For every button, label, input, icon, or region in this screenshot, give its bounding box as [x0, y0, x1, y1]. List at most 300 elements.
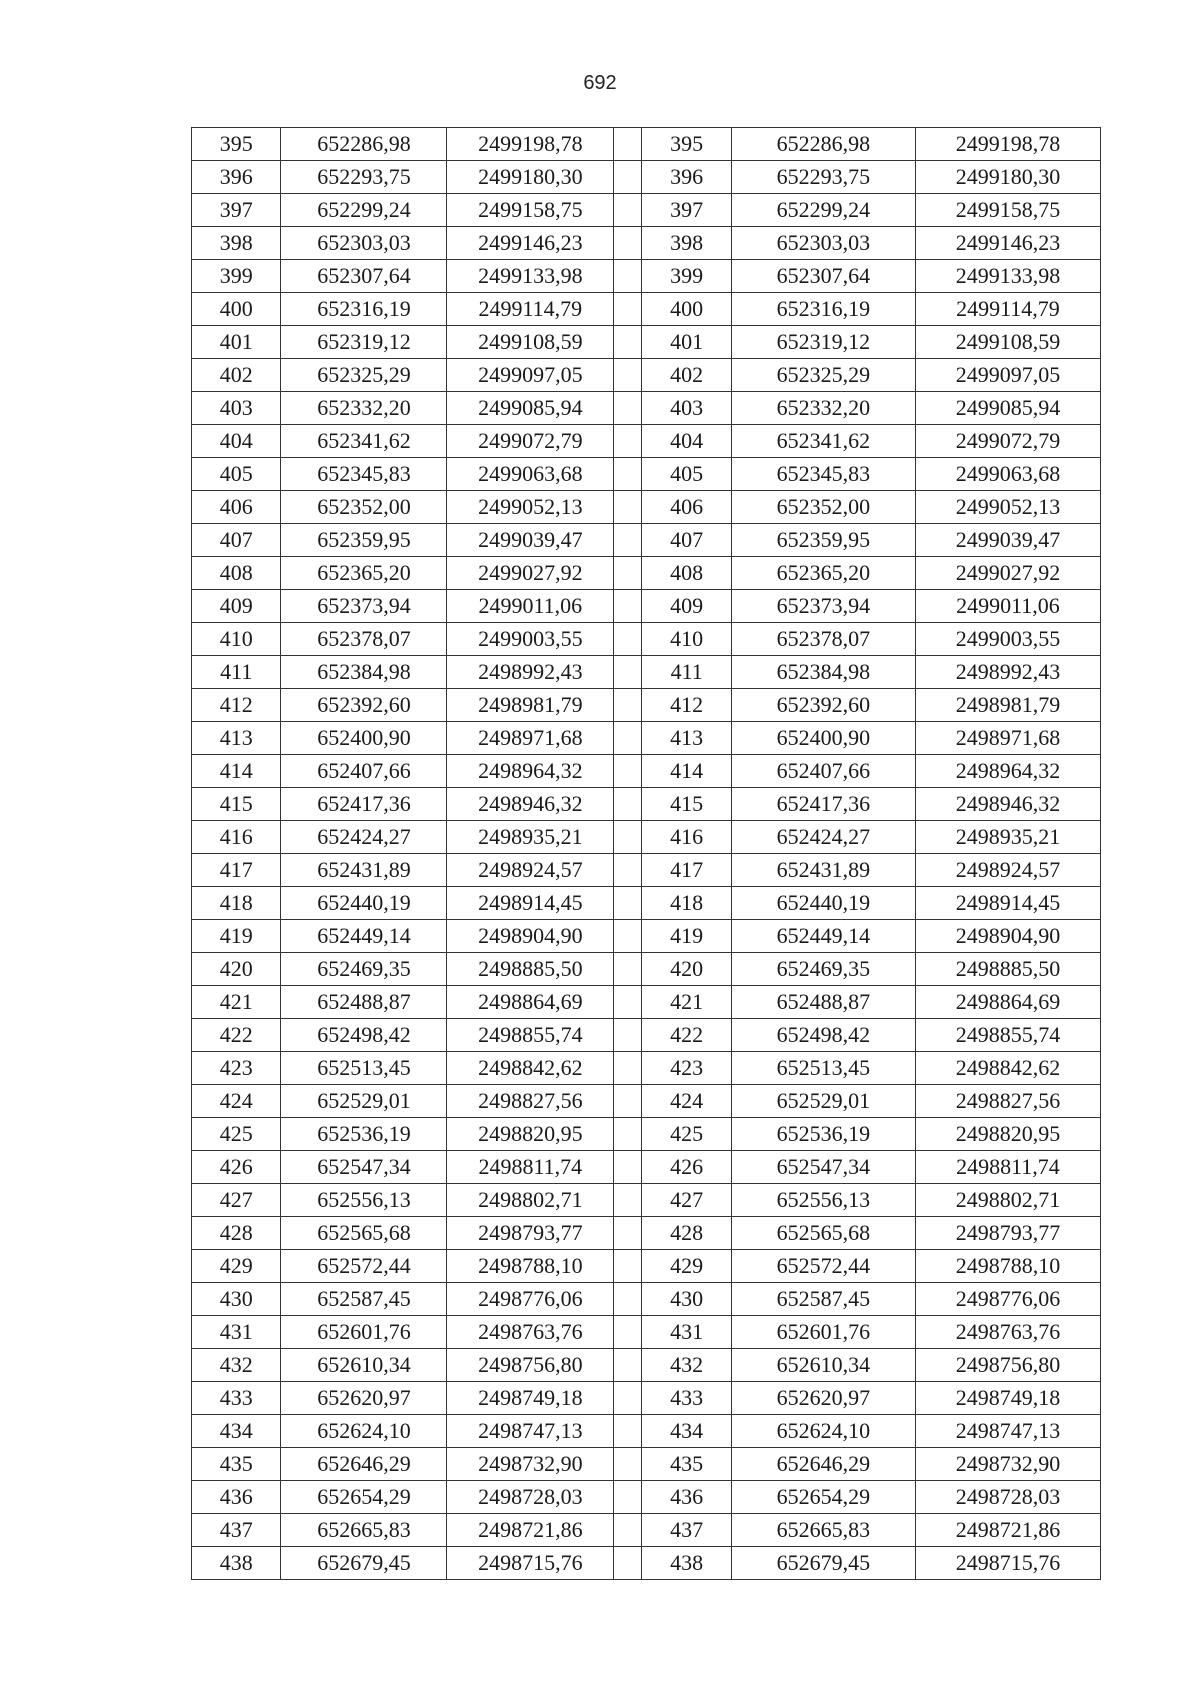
table-row [192, 359, 1101, 392]
empty-separator-cell [614, 326, 642, 359]
y-coordinate-cell: 2498864,69 [447, 986, 614, 1019]
y-coordinate-cell: 2498855,74 [447, 1019, 614, 1052]
x-coordinate-cell: 652620,97 [281, 1382, 447, 1415]
empty-separator-cell [614, 458, 642, 491]
y-coordinate-cell: 2499085,94 [915, 392, 1100, 425]
point-number-cell: 433 [642, 1382, 731, 1415]
y-coordinate-cell: 2498914,45 [915, 887, 1100, 920]
point-number-cell: 409 [642, 590, 731, 623]
y-coordinate-cell: 2499085,94 [447, 392, 614, 425]
x-coordinate-cell: 652307,64 [281, 260, 447, 293]
x-coordinate-cell: 652565,68 [731, 1217, 915, 1250]
y-coordinate-cell: 2499072,79 [447, 425, 614, 458]
point-number-cell: 424 [642, 1085, 731, 1118]
point-number-cell: 431 [192, 1316, 281, 1349]
x-coordinate-cell: 652307,64 [731, 260, 915, 293]
table-row [192, 1184, 1101, 1217]
point-number-cell: 437 [642, 1514, 731, 1547]
y-coordinate-cell: 2499039,47 [447, 524, 614, 557]
x-coordinate-cell: 652547,34 [731, 1151, 915, 1184]
point-number-cell: 398 [642, 227, 731, 260]
y-coordinate-cell: 2499011,06 [915, 590, 1100, 623]
point-number-cell: 436 [192, 1481, 281, 1514]
point-number-cell: 397 [192, 194, 281, 227]
table-row [192, 260, 1101, 293]
x-coordinate-cell: 652299,24 [731, 194, 915, 227]
point-number-cell: 430 [192, 1283, 281, 1316]
x-coordinate-cell: 652469,35 [281, 953, 447, 986]
y-coordinate-cell: 2499063,68 [915, 458, 1100, 491]
table-row [192, 1118, 1101, 1151]
y-coordinate-cell: 2498747,13 [915, 1415, 1100, 1448]
x-coordinate-cell: 652440,19 [281, 887, 447, 920]
x-coordinate-cell: 652679,45 [731, 1547, 915, 1580]
point-number-cell: 416 [192, 821, 281, 854]
y-coordinate-cell: 2499003,55 [915, 623, 1100, 656]
y-coordinate-cell: 2499198,78 [447, 128, 614, 161]
y-coordinate-cell: 2498749,18 [915, 1382, 1100, 1415]
point-number-cell: 411 [192, 656, 281, 689]
empty-separator-cell [614, 1118, 642, 1151]
y-coordinate-cell: 2498793,77 [915, 1217, 1100, 1250]
point-number-cell: 423 [192, 1052, 281, 1085]
y-coordinate-cell: 2498820,95 [447, 1118, 614, 1151]
point-number-cell: 400 [642, 293, 731, 326]
y-coordinate-cell: 2498721,86 [447, 1514, 614, 1547]
x-coordinate-cell: 652365,20 [731, 557, 915, 590]
x-coordinate-cell: 652384,98 [731, 656, 915, 689]
empty-separator-cell [614, 161, 642, 194]
table-row [192, 1415, 1101, 1448]
point-number-cell: 396 [192, 161, 281, 194]
point-number-cell: 413 [192, 722, 281, 755]
x-coordinate-cell: 652587,45 [281, 1283, 447, 1316]
empty-separator-cell [614, 524, 642, 557]
y-coordinate-cell: 2498842,62 [447, 1052, 614, 1085]
y-coordinate-cell: 2498924,57 [915, 854, 1100, 887]
empty-separator-cell [614, 1184, 642, 1217]
point-number-cell: 404 [192, 425, 281, 458]
y-coordinate-cell: 2499146,23 [915, 227, 1100, 260]
table-row [192, 194, 1101, 227]
x-coordinate-cell: 652572,44 [281, 1250, 447, 1283]
empty-separator-cell [614, 1283, 642, 1316]
y-coordinate-cell: 2499052,13 [447, 491, 614, 524]
point-number-cell: 418 [642, 887, 731, 920]
empty-separator-cell [614, 1085, 642, 1118]
x-coordinate-cell: 652319,12 [281, 326, 447, 359]
x-coordinate-cell: 652325,29 [281, 359, 447, 392]
x-coordinate-cell: 652547,34 [281, 1151, 447, 1184]
table-row [192, 425, 1101, 458]
y-coordinate-cell: 2498924,57 [447, 854, 614, 887]
empty-separator-cell [614, 1250, 642, 1283]
x-coordinate-cell: 652407,66 [731, 755, 915, 788]
point-number-cell: 424 [192, 1085, 281, 1118]
empty-separator-cell [614, 1217, 642, 1250]
empty-separator-cell [614, 392, 642, 425]
x-coordinate-cell: 652373,94 [731, 590, 915, 623]
point-number-cell: 399 [192, 260, 281, 293]
table-row [192, 755, 1101, 788]
point-number-cell: 437 [192, 1514, 281, 1547]
empty-separator-cell [614, 590, 642, 623]
y-coordinate-cell: 2498715,76 [915, 1547, 1100, 1580]
x-coordinate-cell: 652303,03 [281, 227, 447, 260]
y-coordinate-cell: 2499114,79 [915, 293, 1100, 326]
point-number-cell: 420 [642, 953, 731, 986]
point-number-cell: 403 [192, 392, 281, 425]
empty-separator-cell [614, 986, 642, 1019]
x-coordinate-cell: 652345,83 [731, 458, 915, 491]
point-number-cell: 431 [642, 1316, 731, 1349]
x-coordinate-cell: 652365,20 [281, 557, 447, 590]
y-coordinate-cell: 2498971,68 [447, 722, 614, 755]
x-coordinate-cell: 652286,98 [281, 128, 447, 161]
point-number-cell: 408 [642, 557, 731, 590]
empty-separator-cell [614, 623, 642, 656]
x-coordinate-cell: 652384,98 [281, 656, 447, 689]
y-coordinate-cell: 2498747,13 [447, 1415, 614, 1448]
point-number-cell: 395 [642, 128, 731, 161]
point-number-cell: 407 [192, 524, 281, 557]
y-coordinate-cell: 2498904,90 [447, 920, 614, 953]
x-coordinate-cell: 652352,00 [731, 491, 915, 524]
y-coordinate-cell: 2499108,59 [915, 326, 1100, 359]
x-coordinate-cell: 652378,07 [281, 623, 447, 656]
point-number-cell: 434 [642, 1415, 731, 1448]
empty-separator-cell [614, 1514, 642, 1547]
table-row [192, 1019, 1101, 1052]
empty-separator-cell [614, 656, 642, 689]
point-number-cell: 413 [642, 722, 731, 755]
table-row [192, 1514, 1101, 1547]
y-coordinate-cell: 2498793,77 [447, 1217, 614, 1250]
x-coordinate-cell: 652624,10 [281, 1415, 447, 1448]
point-number-cell: 396 [642, 161, 731, 194]
y-coordinate-cell: 2498715,76 [447, 1547, 614, 1580]
point-number-cell: 427 [192, 1184, 281, 1217]
x-coordinate-cell: 652345,83 [281, 458, 447, 491]
empty-separator-cell [614, 359, 642, 392]
x-coordinate-cell: 652417,36 [731, 788, 915, 821]
x-coordinate-cell: 652325,29 [731, 359, 915, 392]
point-number-cell: 404 [642, 425, 731, 458]
point-number-cell: 420 [192, 953, 281, 986]
table-row [192, 722, 1101, 755]
empty-separator-cell [614, 722, 642, 755]
x-coordinate-cell: 652431,89 [731, 854, 915, 887]
empty-separator-cell [614, 227, 642, 260]
x-coordinate-cell: 652654,29 [731, 1481, 915, 1514]
point-number-cell: 432 [642, 1349, 731, 1382]
table-row [192, 1547, 1101, 1580]
coordinates-table-body [192, 128, 1101, 1580]
y-coordinate-cell: 2499027,92 [915, 557, 1100, 590]
x-coordinate-cell: 652556,13 [731, 1184, 915, 1217]
y-coordinate-cell: 2499114,79 [447, 293, 614, 326]
x-coordinate-cell: 652572,44 [731, 1250, 915, 1283]
table-row [192, 656, 1101, 689]
y-coordinate-cell: 2498935,21 [447, 821, 614, 854]
y-coordinate-cell: 2499027,92 [447, 557, 614, 590]
x-coordinate-cell: 652646,29 [731, 1448, 915, 1481]
y-coordinate-cell: 2499052,13 [915, 491, 1100, 524]
point-number-cell: 417 [192, 854, 281, 887]
y-coordinate-cell: 2498811,74 [915, 1151, 1100, 1184]
y-coordinate-cell: 2498728,03 [915, 1481, 1100, 1514]
point-number-cell: 405 [642, 458, 731, 491]
table-row [192, 491, 1101, 524]
empty-separator-cell [614, 887, 642, 920]
x-coordinate-cell: 652424,27 [281, 821, 447, 854]
empty-separator-cell [614, 1151, 642, 1184]
point-number-cell: 419 [642, 920, 731, 953]
table-row [192, 128, 1101, 161]
y-coordinate-cell: 2498981,79 [447, 689, 614, 722]
y-coordinate-cell: 2498811,74 [447, 1151, 614, 1184]
y-coordinate-cell: 2498842,62 [915, 1052, 1100, 1085]
y-coordinate-cell: 2498820,95 [915, 1118, 1100, 1151]
y-coordinate-cell: 2498763,76 [447, 1316, 614, 1349]
x-coordinate-cell: 652513,45 [281, 1052, 447, 1085]
point-number-cell: 432 [192, 1349, 281, 1382]
table-row [192, 953, 1101, 986]
point-number-cell: 428 [642, 1217, 731, 1250]
point-number-cell: 407 [642, 524, 731, 557]
point-number-cell: 430 [642, 1283, 731, 1316]
point-number-cell: 403 [642, 392, 731, 425]
x-coordinate-cell: 652431,89 [281, 854, 447, 887]
x-coordinate-cell: 652352,00 [281, 491, 447, 524]
x-coordinate-cell: 652293,75 [281, 161, 447, 194]
y-coordinate-cell: 2499003,55 [447, 623, 614, 656]
table-row [192, 458, 1101, 491]
y-coordinate-cell: 2499146,23 [447, 227, 614, 260]
empty-separator-cell [614, 788, 642, 821]
point-number-cell: 412 [642, 689, 731, 722]
x-coordinate-cell: 652407,66 [281, 755, 447, 788]
point-number-cell: 415 [642, 788, 731, 821]
y-coordinate-cell: 2498732,90 [915, 1448, 1100, 1481]
x-coordinate-cell: 652469,35 [731, 953, 915, 986]
x-coordinate-cell: 652513,45 [731, 1052, 915, 1085]
x-coordinate-cell: 652646,29 [281, 1448, 447, 1481]
table-row [192, 1382, 1101, 1415]
x-coordinate-cell: 652536,19 [731, 1118, 915, 1151]
table-row [192, 1283, 1101, 1316]
point-number-cell: 421 [192, 986, 281, 1019]
x-coordinate-cell: 652341,62 [731, 425, 915, 458]
y-coordinate-cell: 2498827,56 [915, 1085, 1100, 1118]
point-number-cell: 401 [642, 326, 731, 359]
empty-separator-cell [614, 1349, 642, 1382]
y-coordinate-cell: 2498855,74 [915, 1019, 1100, 1052]
x-coordinate-cell: 652319,12 [731, 326, 915, 359]
point-number-cell: 422 [642, 1019, 731, 1052]
x-coordinate-cell: 652359,95 [731, 524, 915, 557]
y-coordinate-cell: 2498802,71 [447, 1184, 614, 1217]
y-coordinate-cell: 2498992,43 [447, 656, 614, 689]
empty-separator-cell [614, 1481, 642, 1514]
y-coordinate-cell: 2498763,76 [915, 1316, 1100, 1349]
y-coordinate-cell: 2499158,75 [915, 194, 1100, 227]
x-coordinate-cell: 652529,01 [281, 1085, 447, 1118]
point-number-cell: 395 [192, 128, 281, 161]
point-number-cell: 433 [192, 1382, 281, 1415]
table-row [192, 161, 1101, 194]
x-coordinate-cell: 652392,60 [281, 689, 447, 722]
y-coordinate-cell: 2498885,50 [915, 953, 1100, 986]
y-coordinate-cell: 2498904,90 [915, 920, 1100, 953]
y-coordinate-cell: 2498964,32 [915, 755, 1100, 788]
y-coordinate-cell: 2498788,10 [447, 1250, 614, 1283]
y-coordinate-cell: 2499011,06 [447, 590, 614, 623]
x-coordinate-cell: 652601,76 [731, 1316, 915, 1349]
point-number-cell: 414 [642, 755, 731, 788]
point-number-cell: 410 [642, 623, 731, 656]
x-coordinate-cell: 652373,94 [281, 590, 447, 623]
point-number-cell: 435 [642, 1448, 731, 1481]
y-coordinate-cell: 2498946,32 [447, 788, 614, 821]
x-coordinate-cell: 652400,90 [731, 722, 915, 755]
x-coordinate-cell: 652488,87 [731, 986, 915, 1019]
y-coordinate-cell: 2498728,03 [447, 1481, 614, 1514]
x-coordinate-cell: 652392,60 [731, 689, 915, 722]
y-coordinate-cell: 2499039,47 [915, 524, 1100, 557]
x-coordinate-cell: 652498,42 [731, 1019, 915, 1052]
x-coordinate-cell: 652449,14 [731, 920, 915, 953]
point-number-cell: 429 [642, 1250, 731, 1283]
x-coordinate-cell: 652565,68 [281, 1217, 447, 1250]
point-number-cell: 425 [642, 1118, 731, 1151]
x-coordinate-cell: 652359,95 [281, 524, 447, 557]
point-number-cell: 428 [192, 1217, 281, 1250]
table-row [192, 821, 1101, 854]
table-row [192, 854, 1101, 887]
y-coordinate-cell: 2498776,06 [915, 1283, 1100, 1316]
x-coordinate-cell: 652536,19 [281, 1118, 447, 1151]
point-number-cell: 409 [192, 590, 281, 623]
table-row [192, 1448, 1101, 1481]
x-coordinate-cell: 652400,90 [281, 722, 447, 755]
table-row [192, 1250, 1101, 1283]
y-coordinate-cell: 2499180,30 [915, 161, 1100, 194]
x-coordinate-cell: 652286,98 [731, 128, 915, 161]
point-number-cell: 402 [192, 359, 281, 392]
y-coordinate-cell: 2498749,18 [447, 1382, 614, 1415]
empty-separator-cell [614, 491, 642, 524]
table-row [192, 590, 1101, 623]
y-coordinate-cell: 2498827,56 [447, 1085, 614, 1118]
table-row [192, 227, 1101, 260]
y-coordinate-cell: 2498802,71 [915, 1184, 1100, 1217]
point-number-cell: 438 [192, 1547, 281, 1580]
x-coordinate-cell: 652332,20 [281, 392, 447, 425]
y-coordinate-cell: 2499097,05 [447, 359, 614, 392]
y-coordinate-cell: 2499158,75 [447, 194, 614, 227]
x-coordinate-cell: 652624,10 [731, 1415, 915, 1448]
empty-separator-cell [614, 755, 642, 788]
point-number-cell: 402 [642, 359, 731, 392]
x-coordinate-cell: 652665,83 [731, 1514, 915, 1547]
point-number-cell: 435 [192, 1448, 281, 1481]
table-row [192, 1052, 1101, 1085]
point-number-cell: 421 [642, 986, 731, 1019]
point-number-cell: 434 [192, 1415, 281, 1448]
point-number-cell: 438 [642, 1547, 731, 1580]
empty-separator-cell [614, 689, 642, 722]
x-coordinate-cell: 652449,14 [281, 920, 447, 953]
table-row [192, 1085, 1101, 1118]
table-row [192, 1316, 1101, 1349]
empty-separator-cell [614, 194, 642, 227]
x-coordinate-cell: 652601,76 [281, 1316, 447, 1349]
empty-separator-cell [614, 1547, 642, 1580]
point-number-cell: 416 [642, 821, 731, 854]
point-number-cell: 422 [192, 1019, 281, 1052]
y-coordinate-cell: 2498981,79 [915, 689, 1100, 722]
point-number-cell: 425 [192, 1118, 281, 1151]
y-coordinate-cell: 2498971,68 [915, 722, 1100, 755]
point-number-cell: 405 [192, 458, 281, 491]
y-coordinate-cell: 2499133,98 [915, 260, 1100, 293]
y-coordinate-cell: 2499198,78 [915, 128, 1100, 161]
point-number-cell: 417 [642, 854, 731, 887]
y-coordinate-cell: 2498756,80 [447, 1349, 614, 1382]
y-coordinate-cell: 2498721,86 [915, 1514, 1100, 1547]
point-number-cell: 410 [192, 623, 281, 656]
coordinates-table [191, 127, 1101, 1580]
empty-separator-cell [614, 821, 642, 854]
y-coordinate-cell: 2498732,90 [447, 1448, 614, 1481]
y-coordinate-cell: 2498756,80 [915, 1349, 1100, 1382]
point-number-cell: 411 [642, 656, 731, 689]
y-coordinate-cell: 2498776,06 [447, 1283, 614, 1316]
point-number-cell: 429 [192, 1250, 281, 1283]
page-number: 692 [583, 72, 617, 94]
y-coordinate-cell: 2499108,59 [447, 326, 614, 359]
empty-separator-cell [614, 1019, 642, 1052]
x-coordinate-cell: 652610,34 [281, 1349, 447, 1382]
x-coordinate-cell: 652610,34 [731, 1349, 915, 1382]
y-coordinate-cell: 2499072,79 [915, 425, 1100, 458]
point-number-cell: 397 [642, 194, 731, 227]
point-number-cell: 401 [192, 326, 281, 359]
table-row [192, 920, 1101, 953]
y-coordinate-cell: 2498864,69 [915, 986, 1100, 1019]
x-coordinate-cell: 652293,75 [731, 161, 915, 194]
point-number-cell: 406 [642, 491, 731, 524]
x-coordinate-cell: 652341,62 [281, 425, 447, 458]
x-coordinate-cell: 652665,83 [281, 1514, 447, 1547]
x-coordinate-cell: 652332,20 [731, 392, 915, 425]
x-coordinate-cell: 652654,29 [281, 1481, 447, 1514]
y-coordinate-cell: 2499180,30 [447, 161, 614, 194]
table-row [192, 986, 1101, 1019]
x-coordinate-cell: 652498,42 [281, 1019, 447, 1052]
empty-separator-cell [614, 128, 642, 161]
table-row [192, 392, 1101, 425]
empty-separator-cell [614, 557, 642, 590]
table-row [192, 1481, 1101, 1514]
y-coordinate-cell: 2499063,68 [447, 458, 614, 491]
x-coordinate-cell: 652556,13 [281, 1184, 447, 1217]
y-coordinate-cell: 2498992,43 [915, 656, 1100, 689]
x-coordinate-cell: 652417,36 [281, 788, 447, 821]
point-number-cell: 412 [192, 689, 281, 722]
table-row [192, 1217, 1101, 1250]
